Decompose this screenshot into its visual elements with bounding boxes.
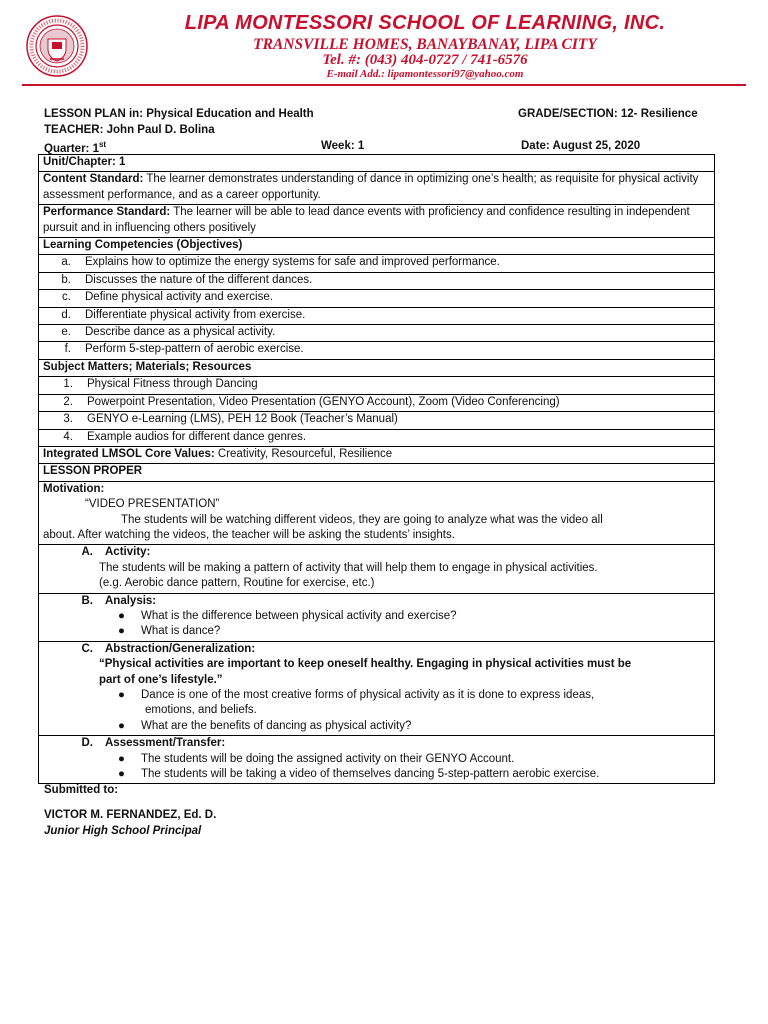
bullet-icon: ● — [118, 752, 125, 765]
subject-item — [39, 412, 715, 429]
lesson-plan-subject — [44, 108, 314, 120]
lesson-plan-value: Physical Education and Health — [146, 108, 314, 120]
lesson-proper-title: LESSON PROPER — [39, 464, 715, 481]
motivation-text-line-2: about. After watching the videos, the teacher will be asking the students’ insights. — [43, 528, 455, 541]
competency-text: Discusses the nature of the different dances. — [85, 273, 313, 286]
competency-item — [39, 342, 715, 359]
subject-text: GENYO e-Learning (LMS), PEH 12 Book (Teacher’s Manual) — [87, 413, 398, 426]
lesson-plan-label: LESSON PLAN in: — [44, 108, 144, 120]
principal-title: Junior High School Principal — [44, 825, 202, 837]
activity-cell — [39, 545, 715, 593]
school-telephone: Tel. #: (043) 404-0727 / 741-6576 — [322, 52, 528, 68]
activity-label: Activity: — [105, 546, 151, 559]
activity-text-line-2: (e.g. Aerobic dance pattern, Routine for exercise, etc.) — [99, 577, 375, 590]
quarter-label: Quarter: — [44, 142, 90, 155]
quarter-line — [44, 140, 106, 155]
core-values-label: Integrated LMSOL Core Values: — [43, 447, 215, 460]
school-name: LIPA MONTESSORI SCHOOL OF LEARNING, INC. — [184, 12, 666, 34]
analysis-bullet-text: What is dance? — [141, 625, 221, 638]
subject-text: Physical Fitness through Dancing — [87, 378, 258, 391]
teacher-line — [44, 124, 215, 136]
assessment-marker: D. — [81, 737, 93, 750]
competency-text: Describe dance as a physical activity. — [85, 326, 276, 339]
unit-cell: Unit/Chapter: 1 — [39, 155, 715, 172]
bullet-icon: ● — [118, 609, 125, 622]
subject-item — [39, 394, 715, 411]
bullet-icon: ● — [118, 689, 125, 701]
motivation-label: Motivation: — [43, 482, 105, 495]
abstraction-cell — [39, 641, 715, 735]
competency-marker: b. — [61, 273, 71, 286]
bullet-icon: ● — [118, 719, 125, 732]
competency-item — [39, 255, 715, 272]
subject-marker: 3. — [63, 413, 73, 426]
abstraction-marker: C. — [81, 642, 93, 655]
teacher-value: John Paul D. Bolina — [106, 124, 215, 136]
abstraction-bullet-text: Dance is one of the most creative forms of physical activity as it is done to express ideas, — [141, 689, 595, 701]
subject-matters-title: Subject Matters; Materials; Resources — [39, 359, 715, 376]
assessment-bullet-text: The students will be taking a video of themselves dancing 5-step-pattern aerobic exercise. — [141, 768, 600, 781]
bullet-icon: ● — [118, 768, 125, 781]
week-value: 1 — [357, 140, 365, 152]
quarter-suffix: st — [98, 140, 107, 149]
subject-text: Example audios for different dance genres. — [87, 430, 307, 443]
header-divider — [22, 84, 746, 86]
competency-marker: f. — [64, 343, 71, 356]
teacher-label: TEACHER: — [44, 124, 104, 136]
motivation-cell — [39, 481, 715, 545]
subject-text: Powerpoint Presentation, Video Presentation (GENYO Account), Zoom (Video Conferencing) — [87, 395, 560, 408]
competency-text: Define physical activity and exercise. — [85, 291, 273, 304]
motivation-text-line-1: The students will be watching different videos, they are going to analyze what was the video all — [121, 513, 603, 526]
analysis-label: Analysis: — [105, 594, 157, 607]
school-email: E-mail Add.: lipamontessori97@yahoo.com — [326, 68, 524, 80]
school-address: TRANSVILLE HOMES, BANAYBANAY, LIPA CITY — [253, 36, 597, 53]
subject-marker: 2. — [63, 395, 73, 408]
subject-item — [39, 429, 715, 446]
assessment-cell — [39, 736, 715, 784]
assessment-label: Assessment/Transfer: — [105, 737, 226, 750]
competency-text: Explains how to optimize the energy systems for safe and improved performance. — [85, 256, 500, 269]
competency-marker: c. — [62, 291, 71, 304]
performance-standard-text: The learner will be able to lead dance events with proficiency and confidence resulting in independent pursuit and in influencing others positively — [43, 206, 690, 234]
competency-item — [39, 290, 715, 307]
analysis-marker: B. — [81, 594, 93, 607]
quarter-value: 1 — [92, 142, 99, 155]
bullet-icon: ● — [118, 625, 125, 638]
principal-name: VICTOR M. FERNANDEZ, Ed. D. — [44, 809, 217, 821]
analysis-bullet-text: What is the difference between physical activity and exercise? — [141, 609, 457, 622]
grade-label: GRADE/SECTION: — [518, 108, 618, 120]
competency-item — [39, 272, 715, 289]
core-values-cell — [39, 446, 715, 463]
school-seal-logo — [26, 15, 88, 77]
grade-value: 12- Resilience — [620, 108, 698, 120]
motivation-title: “VIDEO PRESENTATION” — [85, 498, 220, 511]
analysis-cell — [39, 593, 715, 641]
performance-standard-cell — [39, 205, 715, 238]
date-label: Date: — [521, 140, 550, 152]
competency-item — [39, 307, 715, 324]
competency-text: Differentiate physical activity from exercise. — [85, 308, 306, 321]
subject-item — [39, 377, 715, 394]
abstraction-bullet-text: What are the benefits of dancing as physical activity? — [141, 719, 412, 732]
activity-text-line-1: The students will be making a pattern of activity that will help them to engage in physical activities. — [99, 561, 598, 574]
content-standard-text: The learner demonstrates understanding of dance in optimizing one’s health; as requisite for physical activity assessment performance, and as a career opportunity. — [43, 173, 699, 201]
week-line — [321, 140, 364, 152]
abstraction-quote-line-2: part of one’s lifestyle.” — [99, 673, 223, 686]
submitted-to-label: Submitted to: — [44, 784, 119, 796]
abstraction-quote-line-1: “Physical activities are important to keep oneself healthy. Engaging in physical activities must be — [99, 658, 632, 671]
competencies-title: Learning Competencies (Objectives) — [39, 238, 715, 255]
competency-text: Perform 5-step-pattern of aerobic exercise. — [85, 343, 304, 356]
content-standard-cell — [39, 172, 715, 205]
performance-standard-label: Performance Standard: — [43, 206, 171, 219]
core-values-text: Creativity, Resourceful, Resilience — [217, 447, 393, 460]
week-label: Week: — [321, 140, 355, 152]
subject-marker: 4. — [63, 430, 73, 443]
date-value: August 25, 2020 — [552, 140, 641, 152]
competency-marker: a. — [61, 256, 71, 269]
abstraction-label: Abstraction/Generalization: — [105, 642, 256, 655]
activity-marker: A. — [81, 546, 93, 559]
competency-marker: e. — [61, 326, 71, 339]
content-standard-label: Content Standard: — [43, 173, 144, 186]
assessment-bullet-text: The students will be doing the assigned activity on their GENYO Account. — [141, 752, 515, 765]
competency-marker: d. — [61, 308, 71, 321]
date-line — [521, 140, 640, 152]
lesson-plan-table — [38, 154, 715, 784]
abstraction-bullet-continuation: emotions, and beliefs. — [145, 704, 257, 717]
competency-item — [39, 325, 715, 342]
subject-marker: 1. — [63, 378, 73, 391]
grade-section — [518, 108, 698, 120]
